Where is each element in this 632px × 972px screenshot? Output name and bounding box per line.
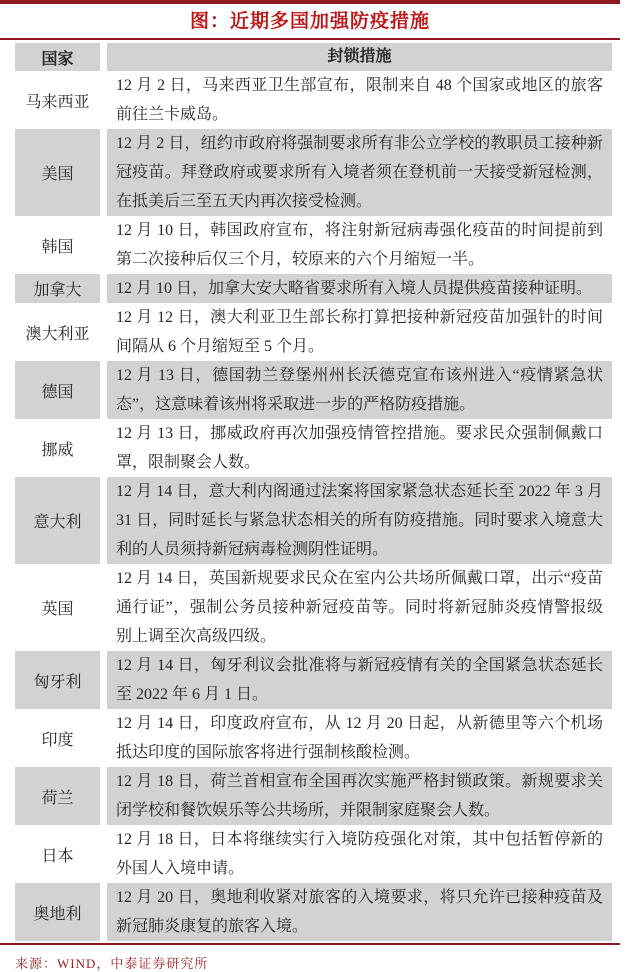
country-cell: 匈牙利 xyxy=(15,651,100,709)
top-rule xyxy=(0,0,620,4)
measure-cell: 12 月 18 日，日本将继续实行入境防疫强化对策，其中包括暂停新的外国人入境申请。 xyxy=(116,831,603,877)
table-row xyxy=(15,71,612,129)
table-row xyxy=(15,419,612,477)
table-row xyxy=(15,767,612,825)
column-header-measures: 封锁措施 xyxy=(107,43,612,71)
measure-cell: 12 月 12 日，澳大利亚卫生部长称打算把接种新冠疫苗加强针的时间间隔从 6 个月缩短至 5 个月。 xyxy=(116,309,603,355)
country-cell: 马来西亚 xyxy=(25,93,90,111)
table-row xyxy=(15,361,612,419)
country-cell: 意大利 xyxy=(15,477,100,564)
country-cell: 加拿大 xyxy=(15,274,100,303)
measure-cell: 12 月 10 日，韩国政府宣布，将注射新冠病毒强化疫苗的时间提前到第二次接种后仅三个月，较原来的六个月缩短一半。 xyxy=(116,222,603,268)
measure-cell: 12 月 18 日，荷兰首相宣布全国再次实施严格封锁政策。新规要求关闭学校和餐饮娱乐等公共场所，并限制家庭聚会人数。 xyxy=(107,767,612,825)
table-row xyxy=(15,825,612,883)
table-row xyxy=(15,883,612,941)
country-cell: 奥地利 xyxy=(15,883,100,941)
table-row xyxy=(15,216,612,274)
bottom-rule xyxy=(0,943,620,945)
table-row xyxy=(15,564,612,651)
country-cell: 澳大利亚 xyxy=(25,325,90,343)
table-row xyxy=(15,303,612,361)
column-header-country: 国家 xyxy=(15,43,100,71)
measure-cell: 12 月 2 日，纽约市政府将强制要求所有非公立学校的教职员工接种新冠疫苗。拜登政府或要求所有入境者须在登机前一天接受新冠检测，在抵美后三至五天内再次接受检测。 xyxy=(107,129,612,216)
table-row xyxy=(15,477,612,564)
country-cell: 美国 xyxy=(15,129,100,216)
measure-cell: 12 月 14 日，印度政府宣布，从 12 月 20 日起，从新德里等六个机场抵达印度的国际旅客将进行强制核酸检测。 xyxy=(116,715,603,761)
source-note: 来源：WIND，中泰证券研究所 xyxy=(15,956,209,971)
measure-cell: 12 月 14 日，英国新规要求民众在室内公共场所佩戴口罩，出示“疫苗通行证”，强制公务员接种新冠疫苗等。同时将新冠肺炎疫情警报级别上调至次高级四级。 xyxy=(116,570,603,645)
country-cell: 印度 xyxy=(41,731,74,749)
title-rule xyxy=(0,38,620,40)
country-cell: 日本 xyxy=(41,847,74,865)
measure-cell: 12 月 13 日，挪威政府再次加强疫情管控措施。要求民众强制佩戴口罩，限制聚会人数。 xyxy=(116,425,603,471)
figure-title: 图：近期多国加强防疫措施 xyxy=(189,11,430,32)
table-row xyxy=(15,651,612,709)
table-row xyxy=(15,274,612,303)
country-cell: 德国 xyxy=(15,361,100,419)
country-cell: 英国 xyxy=(41,601,74,618)
measure-cell: 12 月 14 日，匈牙利议会批准将与新冠疫情有关的全国紧急状态延长至 2022 年 6 月 1 日。 xyxy=(107,651,612,709)
table-row xyxy=(15,709,612,767)
measure-cell: 12 月 14 日，意大利内阁通过法案将国家紧急状态延长至 2022 年 3 月 31 日，同时延长与紧急状态相关的所有防疫措施。同时要求入境意大利的人员须持新冠病毒检测阴性证明。 xyxy=(107,477,612,564)
country-cell: 挪威 xyxy=(41,441,74,459)
country-cell: 韩国 xyxy=(41,238,74,256)
table-row xyxy=(15,129,612,216)
table-header-row xyxy=(15,43,612,71)
measures-table xyxy=(15,43,612,941)
measure-cell: 12 月 2 日，马来西亚卫生部宣布，限制来自 48 个国家或地区的旅客前往兰卡威岛。 xyxy=(116,77,603,123)
measure-cell: 12 月 13 日，德国勃兰登堡州州长沃德克宣布该州进入“疫情紧急状态”，这意味着该州将采取进一步的严格防疫措施。 xyxy=(107,361,612,419)
country-cell: 荷兰 xyxy=(15,767,100,825)
measure-cell: 12 月 10 日，加拿大安大略省要求所有入境人员提供疫苗接种证明。 xyxy=(107,274,612,303)
measure-cell: 12 月 20 日，奥地利收紧对旅客的入境要求，将只允许已接种疫苗及新冠肺炎康复的旅客入境。 xyxy=(107,883,612,941)
